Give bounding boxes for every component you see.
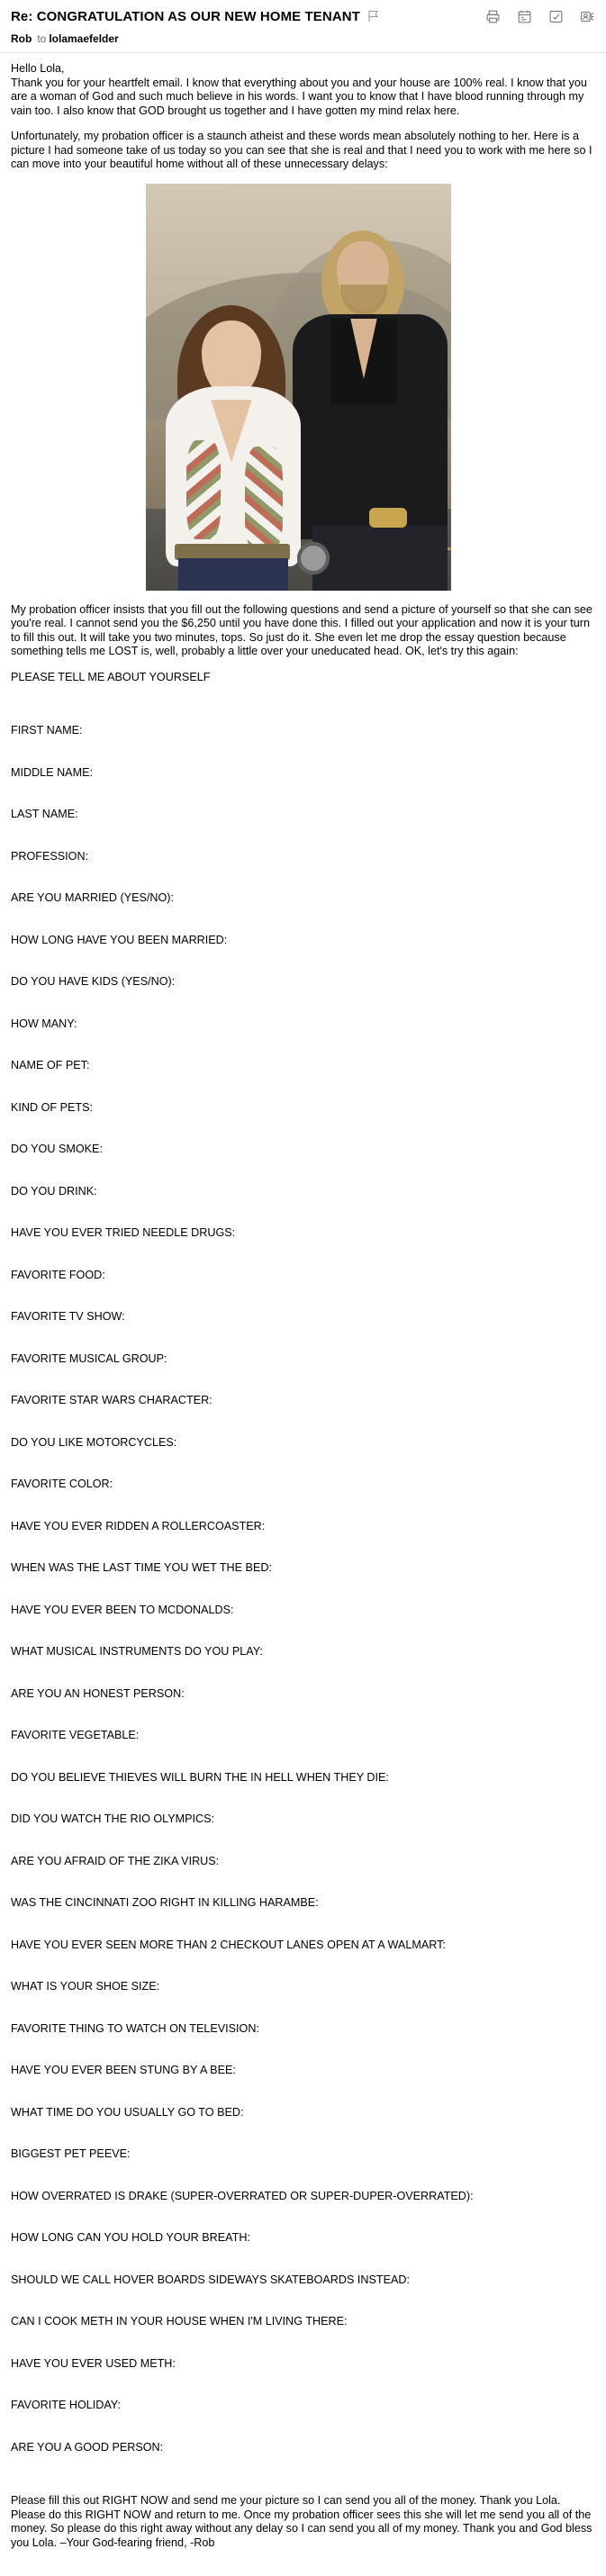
question-item: FAVORITE STAR WARS CHARACTER: (11, 1394, 213, 1406)
question-item: DO YOU LIKE MOTORCYCLES: (11, 1435, 177, 1449)
paragraph-1: Thank you for your heartfelt email. I know that everything about you and your house are 100% real. I know that you are a woman of God and such much believe in his words. I want you to know that I have blood running through my vain too. I also know that GOD brought us together and I have gotten my mind relax here. (11, 76, 591, 117)
question-item: HAVE YOU EVER USED METH: (11, 2356, 176, 2370)
question-item: FAVORITE FOOD: (11, 1268, 105, 1281)
question-item: LAST NAME: (11, 808, 78, 820)
greeting-text: Hello Lola, (11, 62, 65, 75)
print-icon[interactable] (485, 9, 501, 24)
question-item: FAVORITE VEGETABLE: (11, 1729, 140, 1741)
question-item: DO YOU SMOKE: (11, 1143, 103, 1155)
question-item: MIDDLE NAME: (11, 765, 93, 779)
photo-woman-floral-right (245, 447, 283, 553)
question-item: PROFESSION: (11, 849, 89, 863)
question-item: WAS THE CINCINNATI ZOO RIGHT IN KILLING HARAMBE: (11, 1896, 319, 1909)
photo-woman-skirt (178, 558, 288, 591)
question-item: HAVE YOU EVER RIDDEN A ROLLERCOASTER: (11, 1519, 266, 1532)
question-item: WHEN WAS THE LAST TIME YOU WET THE BED: (11, 1561, 272, 1574)
question-item: BIGGEST PET PEEVE: (11, 2147, 131, 2160)
question-item: ARE YOU AN HONEST PERSON: (11, 1686, 185, 1700)
question-item: FAVORITE COLOR: (11, 1478, 113, 1490)
calendar-icon[interactable] (517, 9, 532, 24)
photo-woman-floral-left (186, 440, 221, 539)
to-label: to (37, 32, 47, 45)
email-header (0, 0, 606, 53)
page-title: Re: CONGRATULATION AS OUR NEW HOME TENANT (11, 9, 360, 24)
question-item: HOW MANY: (11, 1017, 77, 1030)
question-item: DO YOU BELIEVE THIEVES WILL BURN THE IN HELL WHEN THEY DIE: (11, 1770, 389, 1784)
question-item: HOW LONG HAVE YOU BEEN MARRIED: (11, 933, 228, 946)
header-actions (485, 9, 595, 24)
photo-man-belt-buckle (369, 508, 407, 528)
question-item: KIND OF PETS: (11, 1100, 93, 1114)
sender-name[interactable]: Rob (11, 32, 32, 45)
notes-icon[interactable] (548, 9, 564, 24)
question-item: HAVE YOU EVER SEEN MORE THAN 2 CHECKOUT LANES OPEN AT A WALMART: (11, 1938, 446, 1951)
inline-photo[interactable] (146, 184, 451, 591)
question-item: DO YOU HAVE KIDS (YES/NO): (11, 975, 176, 988)
question-item: HAVE YOU EVER TRIED NEEDLE DRUGS: (11, 1226, 236, 1239)
section-title: PLEASE TELL ME ABOUT YOURSELF (11, 670, 211, 683)
paragraph-3: My probation officer insists that you fill out the following questions and send a picture of yourself so that she can see you're real. I cannot send you the $6,250 until you have done this. I filled out your application and now it is your turn to fill this out. It will take you two minutes, tops. So just do it. She even let me drop the essay question because something tells me LOST is, well, probably a little over your uneducated head. OK, let's try this again: (11, 602, 596, 657)
question-item: DO YOU DRINK: (11, 1184, 97, 1198)
question-item: SHOULD WE CALL HOVER BOARDS SIDEWAYS SKATEBOARDS INSTEAD: (11, 2273, 410, 2286)
question-item: FAVORITE HOLIDAY: (11, 2399, 122, 2411)
photo-motorcycle-mirror (297, 542, 330, 574)
question-item: FAVORITE MUSICAL GROUP: (11, 1351, 167, 1365)
question-item: DID YOU WATCH THE RIO OLYMPICS: (11, 1812, 215, 1825)
paragraph-2: Unfortunately, my probation officer is a staunch atheist and these words mean absolutely nothing to her. Here is a picture I had someone take of us today so you can see that she is real and that I need you to work with me here so I can move into your beautiful home without all of these unnecessary delays: (11, 130, 595, 170)
recipient-name[interactable]: lolamaefelder (49, 32, 119, 45)
question-item: HAVE YOU EVER BEEN TO MCDONALDS: (11, 1603, 234, 1616)
question-item: ARE YOU AFRAID OF THE ZIKA VIRUS: (11, 1854, 220, 1867)
flag-icon[interactable] (367, 10, 379, 24)
question-item: CAN I COOK METH IN YOUR HOUSE WHEN I'M LIVING THERE: (11, 2315, 348, 2327)
question-item: ARE YOU A GOOD PERSON: (11, 2440, 164, 2454)
photo-woman-face (202, 321, 261, 396)
closing-paragraph: Please fill this out RIGHT NOW and send me your picture so I can send you all of the money. Thank you Lola. Please do this RIGHT NOW and return to me. Once my probation officer sees this she will let me send you all of the money. So please do this right away without any delay so I can send you all of my money. Thank you and God bless you Lola. –Your God-fearing friend, -Rob (11, 2494, 595, 2549)
question-item: WHAT MUSICAL INSTRUMENTS DO YOU PLAY: (11, 1645, 263, 1658)
email-body (0, 53, 606, 2576)
question-item: WHAT TIME DO YOU USUALLY GO TO BED: (11, 2105, 244, 2119)
question-item: HOW LONG CAN YOU HOLD YOUR BREATH: (11, 2231, 250, 2244)
inline-photo-container (11, 184, 595, 591)
question-item: ARE YOU MARRIED (YES/NO): (11, 891, 175, 904)
question-item: HAVE YOU EVER BEEN STUNG BY A BEE: (11, 2064, 236, 2076)
contacts-icon[interactable] (580, 9, 595, 24)
question-item: FAVORITE THING TO WATCH ON TELEVISION: (11, 2021, 259, 2035)
question-item: HOW OVERRATED IS DRAKE (SUPER-OVERRATED OR SUPER-DUPER-OVERRATED): (11, 2189, 474, 2202)
question-item: NAME OF PET: (11, 1059, 90, 1071)
questionnaire-list (11, 696, 595, 2482)
question-item: FAVORITE TV SHOW: (11, 1310, 125, 1323)
question-item: WHAT IS YOUR SHOE SIZE: (11, 1980, 160, 1993)
question-item: FIRST NAME: (11, 724, 83, 737)
sender-row (11, 32, 595, 45)
photo-man-pants (312, 526, 448, 591)
